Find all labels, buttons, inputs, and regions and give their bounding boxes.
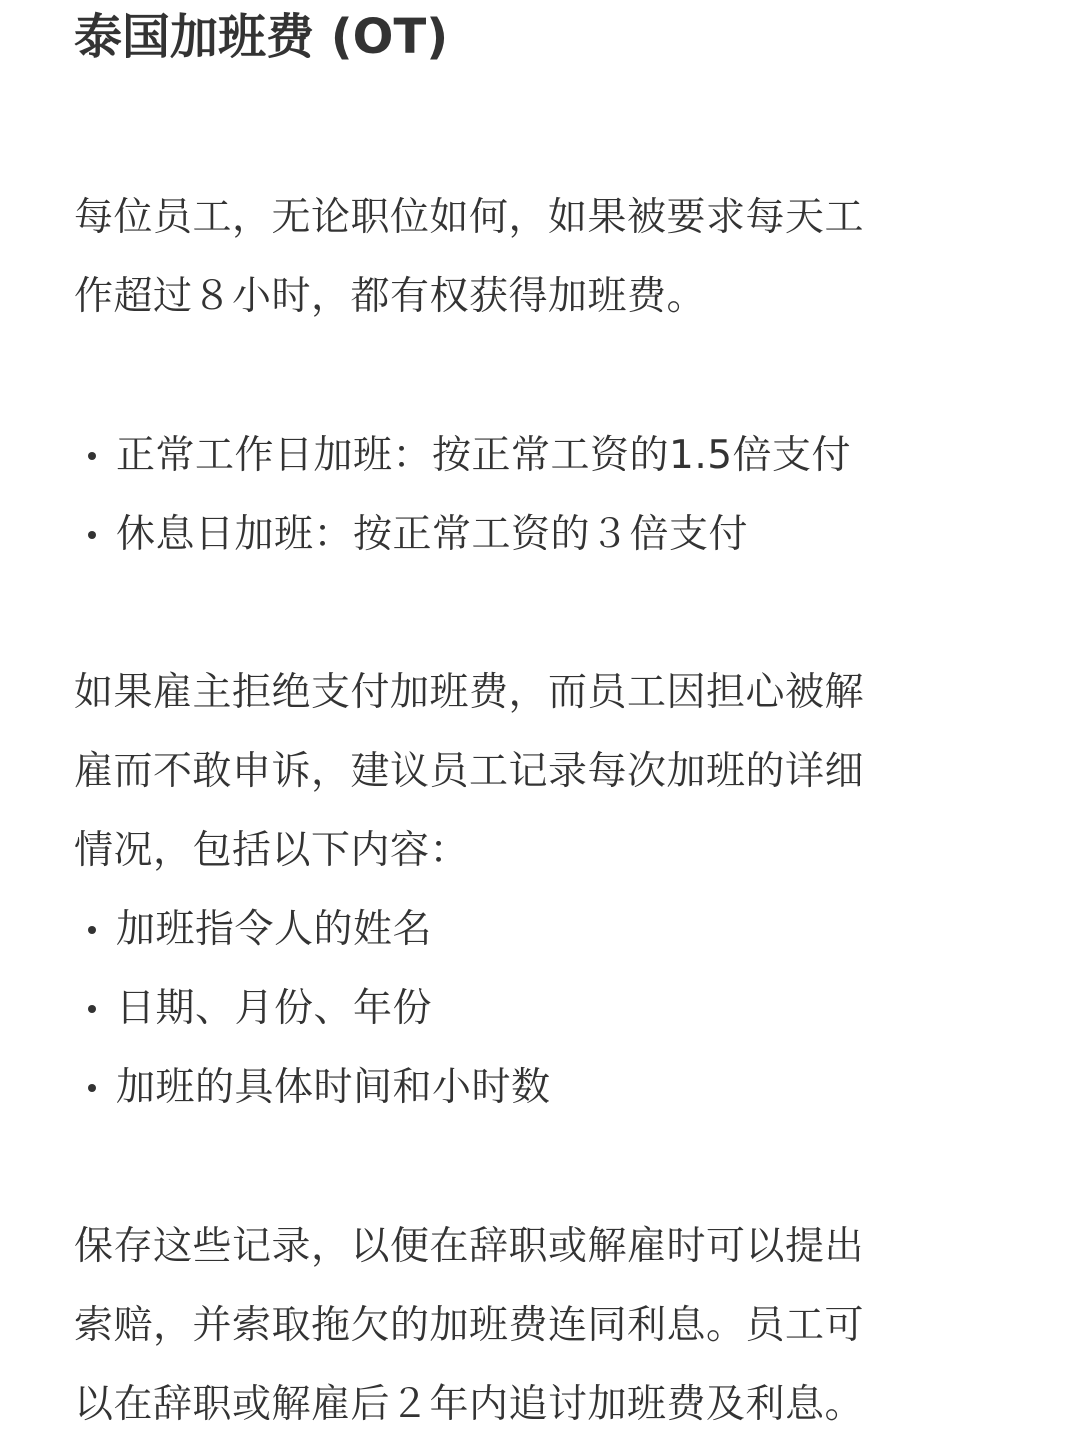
- record-item-text: 加班的具体时间和小时数: [116, 1065, 551, 1110]
- bullet-dot-icon: [88, 531, 96, 539]
- record-items-list: [74, 890, 551, 1127]
- bullet-dot-icon: [88, 452, 96, 460]
- page-title: 泰国加班费 (OT): [74, 9, 449, 65]
- closing-line: 以在辞职或解雇后２年内追讨加班费及利息。: [74, 1382, 865, 1427]
- advice-line: 情况，包括以下内容：: [74, 828, 470, 873]
- intro-paragraph: [74, 178, 974, 336]
- list-item: [74, 495, 851, 574]
- overtime-rates-list: [74, 416, 851, 574]
- advice-line: 如果雇主拒绝支付加班费，而员工因担心被解: [74, 670, 865, 715]
- closing-line: 索赔，并索取拖欠的加班费连同利息。员工可: [74, 1303, 865, 1348]
- advice-paragraph: [74, 653, 974, 890]
- bullet-dot-icon: [88, 1005, 96, 1013]
- rate-holiday-text: 休息日加班：按正常工资的３倍支付: [116, 512, 749, 557]
- bullet-dot-icon: [88, 926, 96, 934]
- list-item: [74, 890, 551, 969]
- advice-line: 雇而不敢申诉，建议员工记录每次加班的详细: [74, 749, 865, 794]
- closing-paragraph: [74, 1207, 974, 1444]
- intro-line: 每位员工，无论职位如何，如果被要求每天工: [74, 195, 865, 240]
- list-item: [74, 969, 551, 1048]
- record-item-text: 日期、月份、年份: [116, 986, 433, 1031]
- closing-line: 保存这些记录，以便在辞职或解雇时可以提出: [74, 1224, 865, 1269]
- record-item-text: 加班指令人的姓名: [116, 907, 433, 952]
- list-item: [74, 1048, 551, 1127]
- bullet-dot-icon: [88, 1084, 96, 1092]
- rate-weekday-text: 正常工作日加班：按正常工资的1.5倍支付: [116, 433, 852, 478]
- intro-line: 作超过８小时，都有权获得加班费。: [74, 274, 707, 319]
- list-item: [74, 416, 851, 495]
